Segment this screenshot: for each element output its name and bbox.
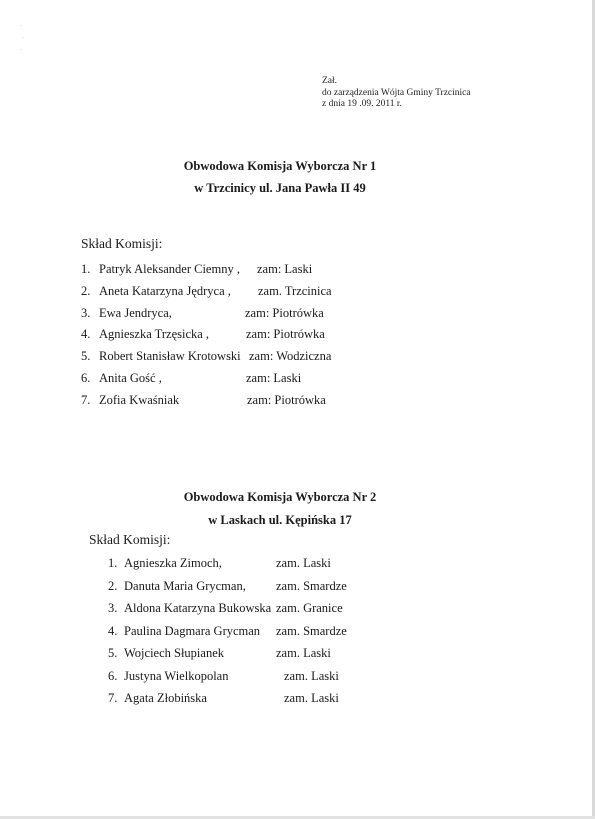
member-residence: zam. Smardze [276,578,347,593]
member-name: Aldona Katarzyna Bukowska [124,601,272,615]
member-number: 5. [81,349,91,364]
member-row [0,646,595,662]
member-number: 7. [81,392,91,407]
committee-2-address: w Laskach ul. Kępińska 17 [208,513,352,527]
member-name: Robert Stanisław Krotowski [99,349,241,364]
member-name: Aneta Katarzyna Jędryca , [99,283,231,298]
member-row [0,371,595,387]
member-residence: zam. Laski [284,668,339,683]
member-number: 7. [108,691,118,705]
member-residence: zam. Laski [276,556,331,570]
member-name: Danuta Maria Grycman, [124,578,246,593]
member-number: 2. [81,283,91,298]
member-residence: zam. Smardze [276,623,347,638]
member-row [0,691,595,707]
member-name: Agnieszka Zimoch, [124,556,222,570]
member-name: Agnieszka Trzęsicka , [99,327,210,342]
attachment-line-3: z dnia 19 .09. 2011 r. [322,99,402,109]
member-row [0,349,595,365]
member-row [0,624,595,640]
member-name: Anita Gość , [99,371,162,385]
member-row [0,306,595,322]
member-residence: zam. Laski [276,646,331,660]
member-residence: zam: Laski [257,262,313,276]
member-number: 3. [81,305,91,320]
member-row [0,284,595,300]
member-row [0,556,595,572]
member-name: Justyna Wielkopolan [124,668,229,683]
committee-2-label: Skład Komisji: [89,532,171,547]
member-row [0,327,595,343]
member-row [0,601,595,617]
member-row [0,262,595,278]
member-name: Zofia Kwaśniak [99,392,180,407]
scan-specks: · · · [20,22,25,54]
member-number: 4. [108,623,118,638]
member-number: 6. [81,371,91,385]
member-residence: zam: Piotrówka [247,392,326,407]
member-row [0,393,595,409]
member-name: Paulina Dagmara Grycman [124,623,261,638]
member-number: 3. [108,601,118,615]
member-residence: zam. Laski [284,691,339,705]
attachment-note [322,76,471,111]
member-row [0,669,595,685]
member-number: 1. [108,556,118,570]
member-number: 1. [81,262,91,276]
member-row [0,579,595,595]
member-name: Ewa Jendryca, [99,305,172,320]
committee-2-title: Obwodowa Komisja Wyborcza Nr 2 [183,490,377,504]
committee-1-title: Obwodowa Komisja Wyborcza Nr 1 [183,159,377,173]
member-residence: zam. Trzcinica [258,283,332,298]
attachment-line-1: Zał. [322,76,338,86]
member-residence: zam: Wodziczna [249,349,332,364]
member-residence: zam. Granice [276,601,343,615]
member-name: Agata Złobińska [124,691,207,705]
member-number: 6. [108,668,118,683]
member-name: Patryk Aleksander Ciemny , [99,262,240,276]
committee-1-address: w Trzcinicy ul. Jana Pawła II 49 [194,181,366,195]
committee-1-label: Skład Komisji: [81,236,163,251]
member-number: 5. [108,646,118,660]
member-number: 4. [81,327,91,342]
attachment-line-2: do zarządzenia Wójta Gminy Trzcinica [322,87,471,98]
member-residence: zam: Piotrówka [246,327,325,342]
member-number: 2. [108,578,118,593]
member-residence: zam: Laski [246,371,302,385]
member-name: Wojciech Słupianek [124,646,225,660]
member-residence: zam: Piotrówka [245,305,324,320]
